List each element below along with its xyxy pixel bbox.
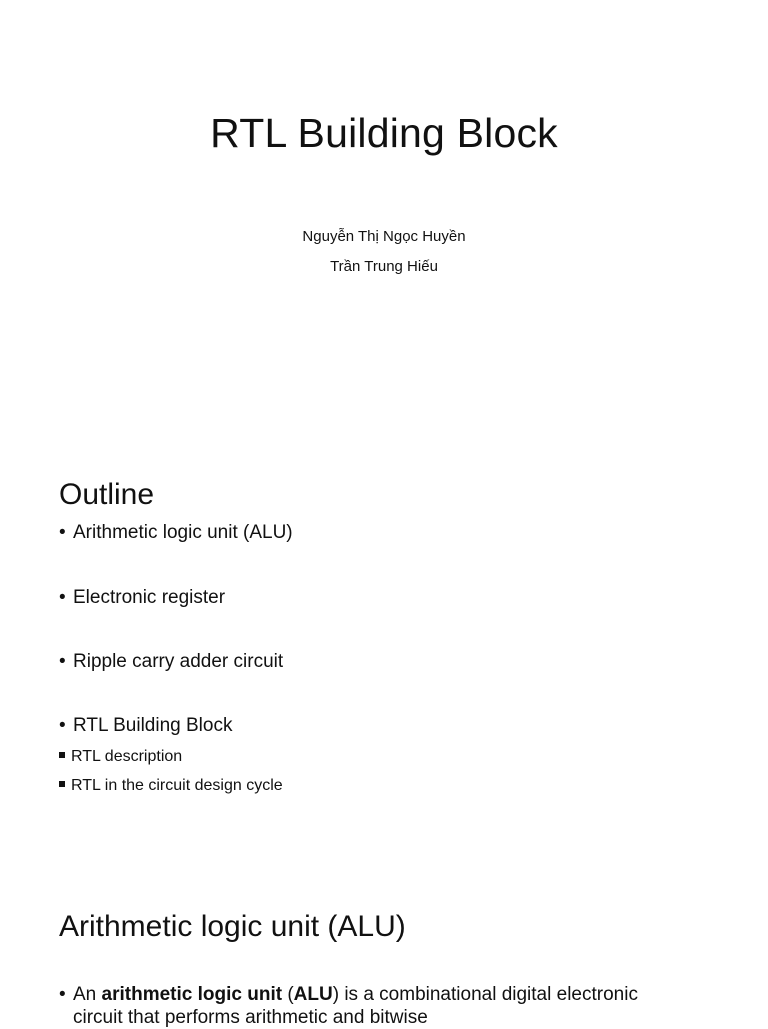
square-bullet-icon [59,781,65,787]
alu-heading: Arithmetic logic unit (ALU) [59,910,406,943]
bullet-dot-icon: • [59,587,66,608]
outline-sub-bullet [59,748,182,766]
outline-bullet [59,522,293,544]
para-text: An [73,984,102,1005]
bullet-dot-icon: • [59,715,66,736]
alu-paragraph [59,983,709,1029]
para-text: ( [282,984,294,1005]
square-bullet-icon [59,752,65,758]
outline-heading: Outline [59,478,155,511]
bullet-text: RTL Building Block [73,715,233,736]
sub-bullet-text: RTL in the circuit design cycle [71,777,283,794]
outline-bullet [59,587,225,609]
outline-sub-bullet [59,777,283,795]
bullet-text: Arithmetic logic unit (ALU) [73,522,293,543]
para-bold-term: arithmetic logic unit [101,984,283,1005]
outline-bullet [59,715,232,737]
para-text: ) is a combinational digital electronic [332,984,638,1005]
bullet-dot-icon: • [59,984,66,1005]
presentation-title: RTL Building Block [210,110,558,156]
bullet-text: Electronic register [73,587,226,608]
outline-slide [0,440,768,870]
bullet-dot-icon: • [59,651,66,672]
title-slide [0,0,768,440]
sub-bullet-text: RTL description [71,748,183,765]
author-name: Trần Trung Hiếu [330,258,438,275]
para-bold-term: ALU [293,984,333,1005]
author-name: Nguyễn Thị Ngọc Huyền [302,228,466,245]
alu-slide [0,870,768,1028]
outline-bullet [59,651,283,673]
bullet-text: Ripple carry adder circuit [73,651,284,672]
para-text: circuit that performs arithmetic and bitwise [73,1007,428,1028]
bullet-dot-icon: • [59,522,66,543]
